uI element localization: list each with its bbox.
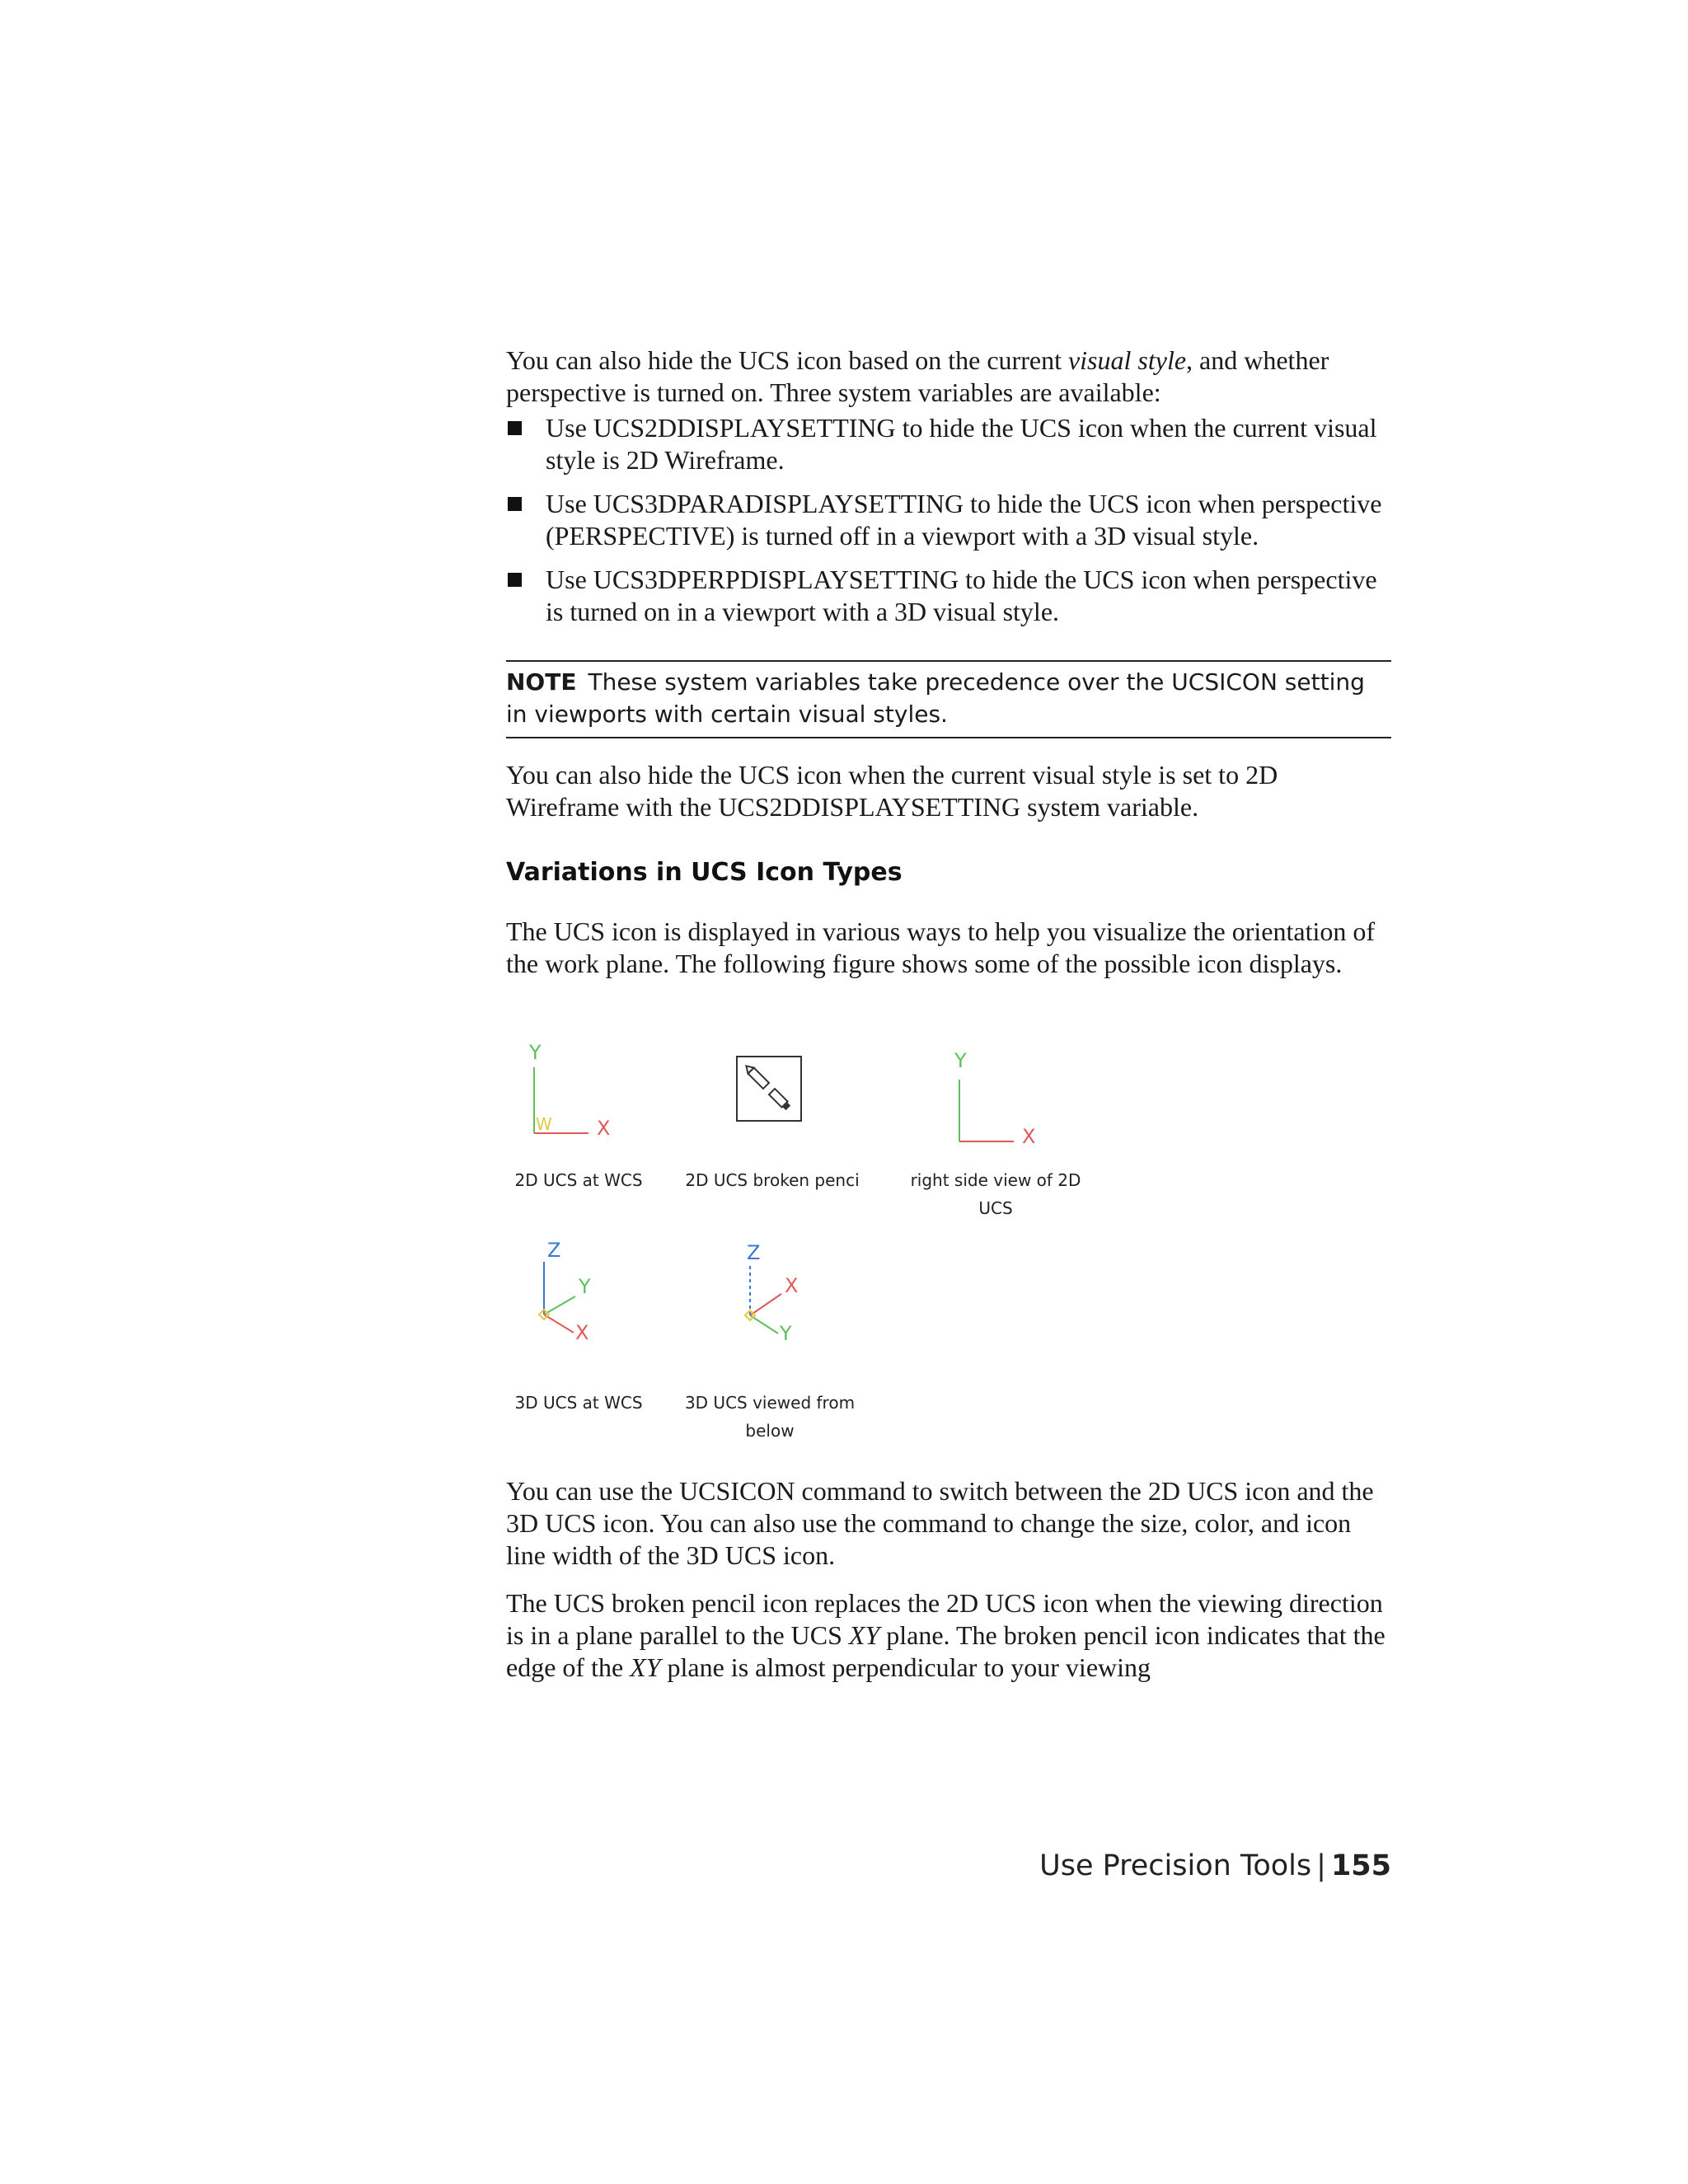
bullet-marker xyxy=(508,573,522,587)
right-side-view-icon xyxy=(940,1043,1063,1150)
bullet-marker xyxy=(508,497,522,511)
footer-section-title: Use Precision Tools xyxy=(1039,1849,1312,1882)
footer-separator: | xyxy=(1316,1849,1326,1882)
y-axis-label: Y xyxy=(780,1322,792,1345)
note-block xyxy=(506,666,1391,730)
w-marker-label: W xyxy=(536,1114,552,1134)
pencil-emphasis-2: XY xyxy=(630,1652,661,1682)
note-label: NOTE xyxy=(506,668,577,696)
pencil-text-3: plane is almost perpendicular to your viewing xyxy=(660,1652,1151,1682)
x-axis-label: X xyxy=(597,1117,611,1140)
variations-paragraph: The UCS icon is displayed in various ways to help you visualize the orientation of the work plane. The following figure shows some of the possible icon displays. xyxy=(506,916,1376,978)
caption-right-side-view: right side view of 2D UCS xyxy=(910,1170,1081,1218)
y-axis-label: Y xyxy=(579,1275,591,1298)
caption-3d-ucs-at-wcs: 3D UCS at WCS xyxy=(514,1393,643,1413)
wireframe-paragraph: You can also hide the UCS icon when the current visual style is set to 2D Wireframe with the UCS2DDISPLAYSETTING system variable. xyxy=(506,760,1278,822)
section-heading: Variations in UCS Icon Types xyxy=(506,858,903,887)
x-axis-line xyxy=(544,1315,574,1333)
pencil-emphasis-1: XY xyxy=(848,1620,880,1650)
note-top-rule xyxy=(506,660,1391,662)
list-item xyxy=(506,488,1391,552)
y-axis-line xyxy=(750,1315,778,1333)
caption-broken-pencil: 2D UCS broken penci xyxy=(685,1170,860,1190)
ucs-2d-wcs-icon xyxy=(514,1034,638,1141)
z-axis-label: Z xyxy=(747,1241,761,1264)
ucs-3d-below-icon xyxy=(720,1236,844,1352)
y-axis-line xyxy=(544,1296,575,1315)
x-axis-line xyxy=(750,1294,781,1315)
page-footer xyxy=(1039,1848,1391,1884)
y-axis-label: Y xyxy=(529,1041,542,1064)
y-axis-label: Y xyxy=(954,1049,967,1072)
list-item-text: Use UCS3DPARADISPLAYSETTING to hide the UCS icon when perspective (PERSPECTIVE) is turned off in a viewport with a 3D visual style. xyxy=(546,489,1382,551)
page-number: 155 xyxy=(1330,1849,1391,1882)
list-item-text: Use UCS2DDISPLAYSETTING to hide the UCS icon when the current visual style is 2D Wireframe. xyxy=(546,413,1377,475)
bullet-marker xyxy=(508,421,522,435)
x-axis-label: X xyxy=(1022,1125,1036,1148)
caption-3d-ucs-below: 3D UCS viewed from below xyxy=(684,1393,856,1441)
system-variable-list xyxy=(506,412,1391,640)
list-item xyxy=(506,564,1391,628)
x-axis-label: X xyxy=(785,1274,799,1297)
list-item xyxy=(506,412,1391,476)
pencil-text-2: plane. The broken pencil icon indicates that the edge of the xyxy=(506,1620,1386,1682)
intro-text-end: , and whether perspective is turned on. Three system variables are available: xyxy=(506,345,1329,407)
note-text: These system variables take precedence over the UCSICON setting in viewports with certain visual styles. xyxy=(506,668,1365,728)
intro-text-start: You can also hide the UCS icon based on the current xyxy=(506,345,1068,375)
intro-paragraph xyxy=(506,344,1391,409)
caption-2d-ucs-at-wcs: 2D UCS at WCS xyxy=(514,1170,643,1190)
note-bottom-rule xyxy=(506,737,1391,738)
pencil-text-1: The UCS broken pencil icon replaces the 2D UCS icon when the viewing direction is in a plane parallel to the UCS xyxy=(506,1588,1383,1650)
ucs-icon-figure xyxy=(506,1034,1391,1463)
intro-emphasis: visual style xyxy=(1067,345,1187,375)
broken-pencil-paragraph xyxy=(506,1587,1391,1684)
list-item-text: Use UCS3DPERPDISPLAYSETTING to hide the UCS icon when perspective is turned on in a viewport with a 3D visual style. xyxy=(546,565,1377,626)
x-axis-label: X xyxy=(575,1321,589,1344)
z-axis-label: Z xyxy=(547,1239,561,1262)
command-paragraph: You can use the UCSICON command to switch between the 2D UCS icon and the 3D UCS icon. You can also use the command to change the size, color, and icon line width of the 3D UCS icon. xyxy=(506,1476,1374,1570)
ucs-3d-wcs-icon xyxy=(514,1232,638,1347)
broken-pencil-icon xyxy=(735,1055,809,1129)
